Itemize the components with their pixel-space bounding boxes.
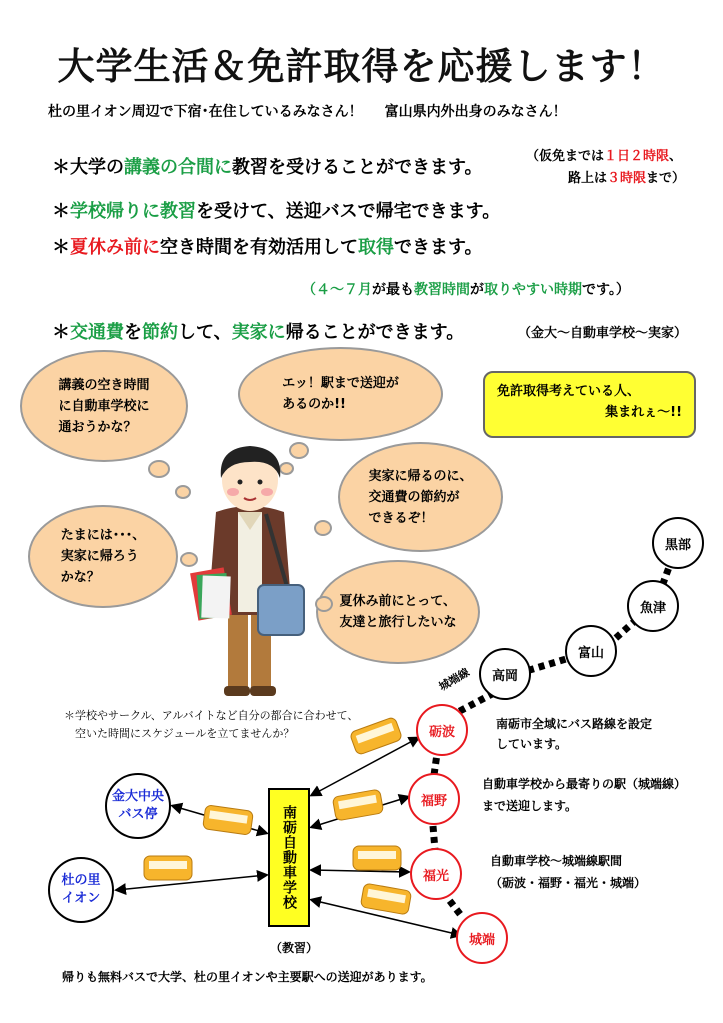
thought-cloud-2-text: エッ！駅まで送迎が あるのか!!: [282, 376, 399, 412]
station-uozu: 魚津: [627, 580, 679, 632]
note2-a: （４～７月: [302, 282, 372, 298]
driving-school: 南砺自動車学校: [268, 788, 310, 927]
note1-a: （仮免までは: [526, 149, 605, 164]
bus-icon: [144, 856, 192, 880]
note1-b: １日２時限: [604, 149, 670, 164]
schedule-note: ＊学校やサークル、アルバイトなど自分の都合に合わせて、 空いた時間にスケジュールを立てませんか？: [64, 709, 359, 740]
page-title: 大学生活＆免許取得を応援します！: [57, 45, 666, 88]
note1-d: 路上は: [568, 171, 608, 186]
benefit-2-pre: ＊: [52, 201, 70, 222]
note-route: （金大～自動車学校～実家）: [518, 326, 688, 341]
info-pickup: 自動車学校から最寄りの駅（城端線） まで送迎します。: [482, 777, 687, 813]
callout-line1: 免許取得考えている人、: [497, 384, 641, 399]
benefit-4-highlight3: 実家に: [231, 322, 286, 343]
benefit-1-highlight: 講義の合間に: [124, 157, 232, 178]
footer-note: 帰りも無料バスで大学、杜の里イオンや主要駅への送迎があります。: [62, 970, 433, 984]
stop-morinosato-aeon-label: 杜の里 イオン: [61, 873, 101, 906]
benefit-4-pre: ＊: [52, 322, 70, 343]
thought-cloud-5-text: 夏休み前にとって、 友達と旅行したいな: [339, 594, 457, 630]
station-fukuno: 福野: [408, 773, 460, 825]
station-toyama: 富山: [565, 625, 617, 677]
benefit-1-post: 教習を受けることができます。: [232, 157, 483, 178]
bus-icon: [203, 805, 254, 835]
note1-c: 、: [669, 149, 683, 164]
station-johana: 城端: [456, 912, 508, 964]
note2-b: が最も: [372, 282, 414, 298]
benefit-4-post: 帰ることができます。: [285, 322, 465, 343]
subtitle-part2: 富山県内外出身のみなさん！: [384, 104, 567, 120]
line-label: 城端線: [436, 665, 472, 694]
benefit-3-highlight2: 取得: [358, 237, 394, 258]
stop-kindai-chuo: [105, 773, 171, 839]
station-tonami: 砺波: [416, 704, 468, 756]
note2-e: 取りやすい時期: [484, 282, 582, 298]
thought-cloud-1-text: 講義の空き時間 に自動車学校に 通おうかな？: [58, 377, 150, 435]
subtitle-part1: 杜の里イオン周辺で下宿･在住しているみなさん！: [48, 104, 363, 120]
stop-morinosato-aeon: [48, 857, 114, 923]
bus-icon: [349, 717, 402, 756]
benefit-3-pre: ＊: [52, 237, 70, 258]
benefit-3-post: できます。: [394, 237, 483, 258]
benefit-2-post: を受けて、送迎バスで帰宅できます。: [196, 201, 501, 222]
note2-c: 教習時間: [414, 282, 470, 298]
benefit-1-pre: ＊大学の: [52, 157, 124, 178]
benefit-2-highlight: 学校帰りに教習: [70, 201, 196, 222]
thought-cloud-3-text: 実家に帰るのに、 交通費の節約が できるぞ！: [368, 468, 473, 526]
benefit-4-mid2: して、: [178, 322, 232, 343]
station-fukumitsu: 福光: [410, 848, 462, 900]
note2-f: です。）: [582, 282, 630, 298]
bus-icon: [353, 846, 401, 870]
info-bus-routes: 南砺市全域にバス路線を設定 しています。: [496, 717, 653, 751]
benefit-4-highlight1: 交通費: [70, 322, 124, 343]
bus-icon: [332, 789, 383, 821]
school-caption: （教習）: [270, 941, 319, 955]
bus-icon: [360, 883, 411, 915]
note1-e: ３時限: [607, 171, 647, 186]
benefit-4-mid: を: [124, 322, 142, 343]
benefit-3-mid: 空き時間を有効活用して: [160, 237, 358, 258]
note1-f: まで）: [646, 171, 686, 186]
benefit-3-highlight: 夏休み前に: [70, 237, 160, 258]
station-takaoka: 高岡: [479, 648, 531, 700]
note2-d: が: [470, 282, 484, 298]
thought-cloud-4-text: たまには･･･、 実家に帰ろう かな？: [60, 528, 146, 585]
stop-kindai-chuo-label: 金大中央 バス停: [111, 789, 164, 822]
benefit-4-highlight2: 節約: [142, 322, 178, 343]
station-kurobe: 黒部: [652, 517, 704, 569]
info-stations: 自動車学校～城端線駅間 （砺波・福野・福光・城端）: [490, 854, 647, 890]
callout-line2: 集まれぇ～!!: [605, 405, 682, 420]
